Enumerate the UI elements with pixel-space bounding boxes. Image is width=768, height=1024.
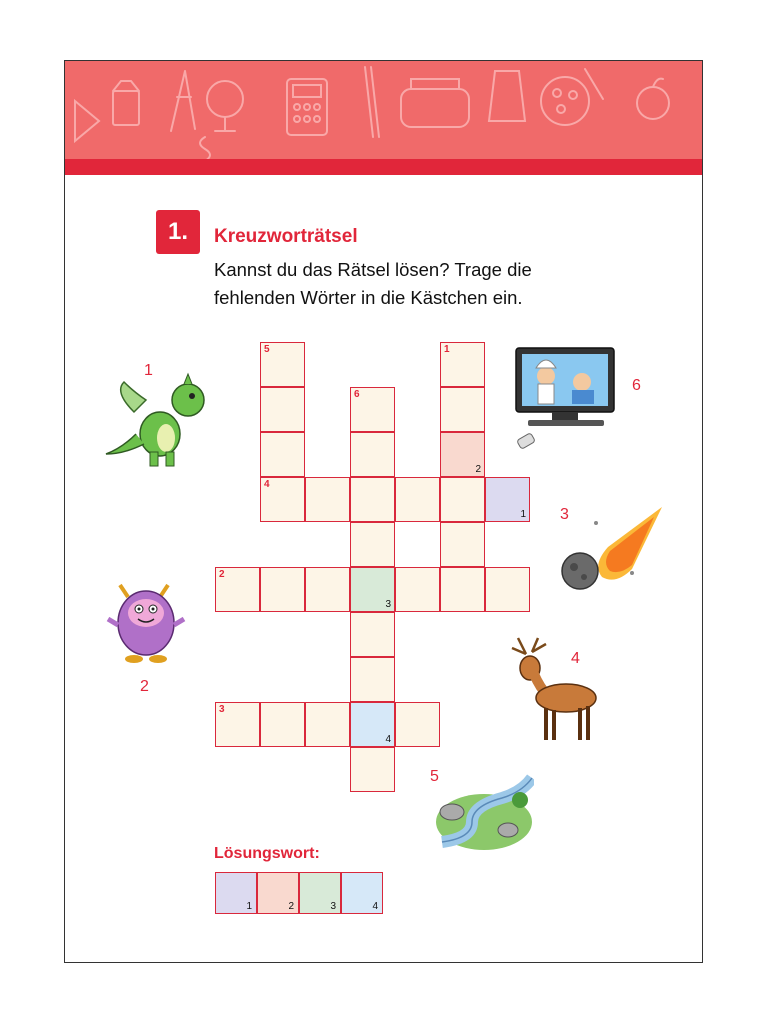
crossword-cell[interactable] (440, 522, 485, 567)
crossword-cell[interactable] (350, 657, 395, 702)
picture-number-2: 2 (140, 678, 149, 695)
picture-number-6: 6 (632, 377, 641, 394)
crossword-cell-solution[interactable] (350, 702, 395, 747)
cell-number: 6 (354, 389, 360, 400)
solution-box-2[interactable] (257, 872, 299, 914)
header-stripe (65, 159, 702, 175)
solution-marker: 4 (385, 734, 391, 745)
task-number-badge: 1. (156, 210, 200, 254)
solution-word-label: Lösungswort: (214, 845, 320, 862)
solution-box-3[interactable] (299, 872, 341, 914)
tv-icon (512, 346, 618, 456)
cell-number: 1 (444, 344, 450, 355)
crossword-cell[interactable] (440, 567, 485, 612)
crossword-cell[interactable] (260, 342, 305, 387)
crossword-cell[interactable] (215, 702, 260, 747)
crossword-cell[interactable] (260, 387, 305, 432)
crossword-cell[interactable] (350, 387, 395, 432)
crossword-cell[interactable] (350, 747, 395, 792)
picture-number-4: 4 (571, 650, 580, 667)
solution-marker: 3 (385, 599, 391, 610)
crossword-cell[interactable] (440, 342, 485, 387)
school-supplies-doodle-icon (65, 61, 703, 159)
crossword-cell[interactable] (350, 477, 395, 522)
crossword-cell-solution[interactable] (485, 477, 530, 522)
crossword-cell-solution[interactable] (350, 567, 395, 612)
crossword-cell[interactable] (305, 567, 350, 612)
crossword-cell[interactable] (215, 567, 260, 612)
picture-number-1: 1 (144, 362, 153, 379)
cell-number: 5 (264, 344, 270, 355)
crossword-cell[interactable] (260, 432, 305, 477)
monster-icon (106, 575, 186, 667)
task-instruction-line-1: Kannst du das Rätsel lösen? Trage die (214, 259, 532, 280)
crossword-cell[interactable] (350, 612, 395, 657)
crossword-cell-solution[interactable] (440, 432, 485, 477)
river-icon (432, 772, 534, 856)
task-instruction-line-2: fehlenden Wörter in die Kästchen ein. (214, 287, 523, 308)
deer-icon (508, 634, 604, 746)
cell-number: 4 (264, 479, 270, 490)
task-title: Kreuzworträtsel (214, 226, 358, 247)
cell-number: 3 (219, 704, 225, 715)
solution-box-number: 3 (330, 901, 336, 912)
solution-box-4[interactable] (341, 872, 383, 914)
solution-box-number: 4 (372, 901, 378, 912)
solution-box-1[interactable] (215, 872, 257, 914)
picture-number-3: 3 (560, 506, 569, 523)
crossword-cell[interactable] (485, 567, 530, 612)
solution-marker: 1 (520, 509, 526, 520)
crossword-cell[interactable] (350, 432, 395, 477)
crossword-cell[interactable] (395, 567, 440, 612)
picture-number-5: 5 (430, 768, 439, 785)
meteor-icon (558, 503, 668, 593)
crossword-cell[interactable] (305, 702, 350, 747)
dragon-icon (104, 372, 212, 472)
crossword-cell[interactable] (260, 567, 305, 612)
crossword-cell[interactable] (305, 477, 350, 522)
crossword-cell[interactable] (260, 477, 305, 522)
solution-marker: 2 (475, 464, 481, 475)
crossword-cell[interactable] (395, 702, 440, 747)
task-instruction (214, 256, 634, 312)
solution-box-number: 1 (246, 901, 252, 912)
crossword-cell[interactable] (260, 702, 305, 747)
crossword-cell[interactable] (395, 477, 440, 522)
crossword-cell[interactable] (350, 522, 395, 567)
solution-box-number: 2 (288, 901, 294, 912)
cell-number: 2 (219, 569, 225, 580)
crossword-cell[interactable] (440, 477, 485, 522)
header-banner (65, 61, 702, 159)
crossword-cell[interactable] (440, 387, 485, 432)
